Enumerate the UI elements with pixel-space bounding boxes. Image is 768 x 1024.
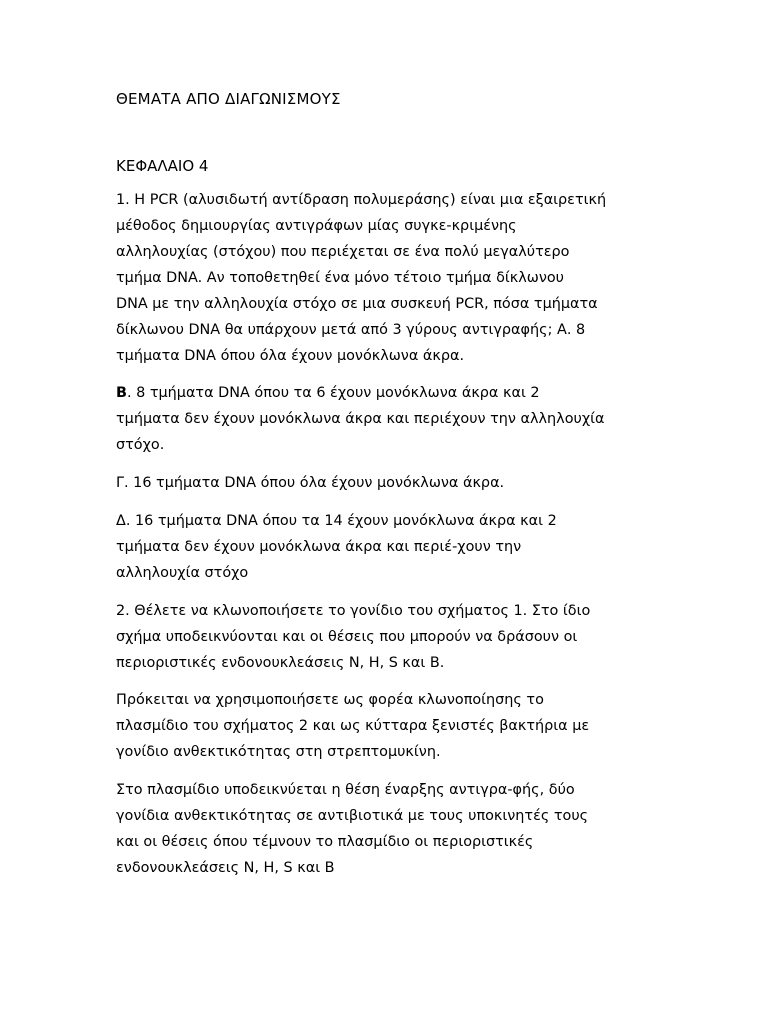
document-page (116, 90, 664, 881)
option-b (116, 380, 664, 458)
question-2-paragraph-3: Στο πλασμίδιο υποδεικνύεται η θέση έναρξης αντιγρα-φής, δύο γονίδια ανθεκτικότητας σε αντιβιοτικά με τους υποκινητές τους και οι θέσεις όπου τέμνουν το πλασμίδιο οι περιοριστικές ενδονουκλεάσεις Ν, Η, S και Β (116, 782, 589, 876)
option-d: Δ. 16 τμήματα DNA όπου τα 14 έχουν μονόκλωνα άκρα και 2 τμήματα δεν έχουν μονόκλωνα άκρα και περιέ-χουν την αλληλουχία στόχο (116, 513, 557, 581)
question-2-paragraph-2: Πρόκειται να χρησιμοποιήσετε ως φορέα κλωνοποίησης το πλασμίδιο του σχήματος 2 και ως κύτταρα ξενιστές βακτήρια με γονίδιο ανθεκτικότητας στη στρεπτομυκίνη. (116, 692, 590, 760)
option-g: Γ. 16 τμήματα DNA όπου όλα έχουν μονόκλωνα άκρα. (116, 475, 505, 491)
option-b-text: . 8 τμήματα DNA όπου τα 6 έχουν μονόκλωνα άκρα και 2 τμήματα δεν έχουν μονόκλωνα άκρα και περιέχουν την αλληλουχία στόχο. (116, 385, 605, 453)
question-1-text: 1. Η PCR (αλυσιδωτή αντίδραση πολυμεράσης) είναι μια εξαιρετική μέθοδος δημιουργίας αντιγράφων μίας συγκε-κριμένης αλληλουχίας (στόχου) που περιέχεται σε ένα πολύ μεγαλύτερο τμήμα DNA. Αν τοποθετηθεί ένα μόνο τέτοιο τμήμα δίκλωνου DNA με την αλληλουχία στόχο σε μια συσκευή PCR, πόσα τμήματα δίκλωνου DNA θα υπάρχουν μετά από 3 γύρους αντιγραφής; Α. 8 τμήματα DNA όπου όλα έχουν μονόκλωνα άκρα. (116, 192, 607, 364)
option-b-label: Β (116, 385, 127, 401)
question-2-text: 2. Θέλετε να κλωνοποιήσετε το γονίδιο του σχήματος 1. Στο ίδιο σχήμα υποδεικνύονται και οι θέσεις που μπορούν να δράσουν οι περιοριστικές ενδονουκλεάσεις Ν, Η, S και Β. (116, 603, 591, 671)
document-title: ΘΕΜΑΤΑ ΑΠΟ ΔΙΑΓΩΝΙΣΜΟΥΣ (116, 90, 341, 108)
chapter-heading: ΚΕΦΑΛΑΙΟ 4 (116, 157, 209, 175)
